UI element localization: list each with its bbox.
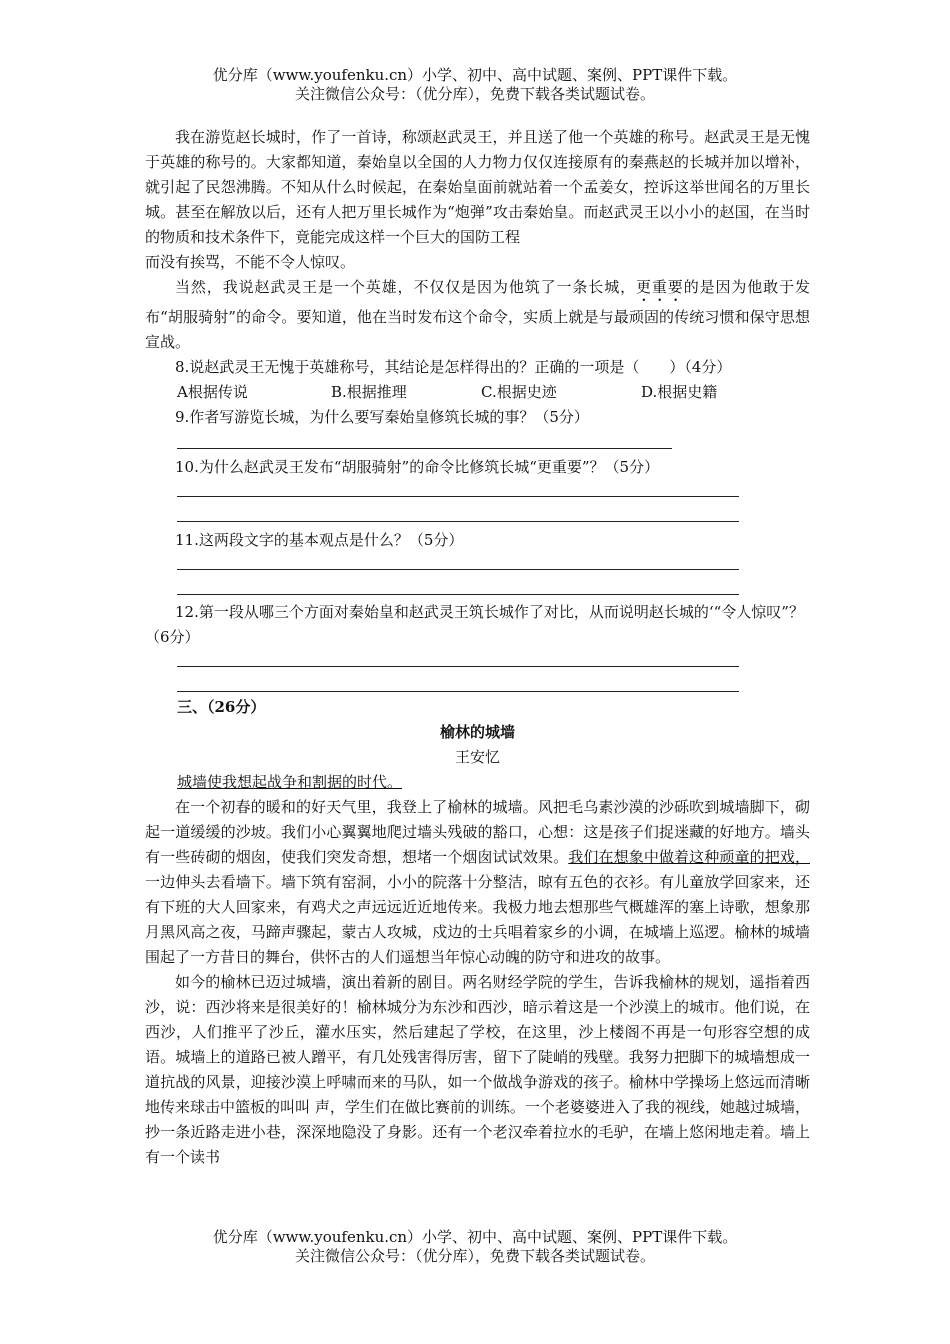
footer-line-2: 关注微信公众号：（优分库），免费下载各类试题试卷。 <box>294 1247 655 1265</box>
p2-after: 的是因为他敢于发布“胡服骑射”的命令。要知道，他在当时发布这个命令，实质上就是与最顽固的传统习惯和保守思想宣战。 <box>145 278 810 351</box>
document-body <box>145 125 810 1170</box>
question-8: 8.说赵武灵王无愧于英雄称号，其结论是怎样得出的？正确的一项是（ ）（4分） <box>175 358 732 376</box>
article-paragraph-1 <box>145 770 810 795</box>
option-b: B.根据推理 <box>331 383 407 401</box>
underlined-sentence-1: 城墙使我想起战争和割据的时代。 <box>177 773 403 791</box>
passage1-paragraph-2 <box>145 275 810 355</box>
page-footer <box>0 1228 950 1266</box>
header-line-2: 关注微信公众号：（优分库），免费下载各类试题试卷。 <box>294 85 655 103</box>
question-11: 11.这两段文字的基本观点是什么？（5分） <box>175 531 464 549</box>
article-author: 王安忆 <box>454 748 500 766</box>
p2-emphasis: 更重要 <box>636 278 684 296</box>
question-8-options <box>145 380 810 405</box>
article-title: 榆林的城墙 <box>439 723 515 741</box>
underlined-sentence-2: 我们在想象中做着这种顽童的把戏， <box>568 848 810 866</box>
option-c: C.根据史迹 <box>481 383 557 401</box>
question-12: 12.第一段从哪三个方面对秦始皇和赵武灵王筑长城作了对比，从而说明赵长城的‘“令人惊叹”？（6分） <box>145 603 804 646</box>
page-header <box>0 66 950 104</box>
p2-before: 当然，我说赵武灵王是一个英雄，不仅仅是因为他筑了一条长城， <box>175 278 636 296</box>
question-9: 9.作者写游览长城，为什么要写秦始皇修筑长城的事？（5分） <box>175 408 589 426</box>
section-3-heading: 三、（26分） <box>177 698 266 716</box>
option-a: A根据传说 <box>177 383 248 401</box>
passage1-paragraph-1-tail: 而没有挨骂，不能不令人惊叹。 <box>145 253 356 271</box>
article-paragraph-2 <box>145 795 810 970</box>
option-d: D.根据史籍 <box>641 383 718 401</box>
article-paragraph-3: 如今的榆林已迈过城墙，演出着新的剧目。两名财经学院的学生，告诉我榆林的规划，遥指着西沙，说：西沙将来是很美好的！榆林城分为东沙和西沙，暗示着这是一个沙漠上的城市。他们说，在西沙，人们推平了沙丘，灌水压实，然后建起了学校，在这里，沙上楼阁不再是一句形容空想的成语。城墙上的道路已被人蹭平，有几处残害得厉害，留下了陡峭的残壁。我努力把脚下的城墙想成一道抗战的风景，迎接沙漠上呼啸而来的马队，如一个做战争游戏的孩子。榆林中学操场上悠远而清晰地传来球击中篮板的叫叫 声，学生们在做比赛前的训练。一个老婆婆进入了我的视线，她越过城墙，抄一条近路走进小巷，深深地隐没了身影。还有一个老汉牵着拉水的毛驴，在墙上悠闲地走着。墙上有一个读书 <box>145 973 810 1166</box>
p2-text-a: 在一个初春的暖和的好天气里，我登上了榆林的城墙。风把毛乌素沙漠的沙砾吹到城墙脚下，砌起一道缓缓的沙坡。我们小心翼翼地爬过墙头残破的豁口，心想：这是孩子们捉迷藏的好地方。墙头有一些砖砌的烟囱，使我们突发奇想，想堵一个烟囱试试效果。 <box>145 798 810 866</box>
header-line-1: 优分库（www.youfenku.cn）小学、初中、高中试题、案例、PPT课件下载。 <box>212 66 738 84</box>
p2-text-b: 一边伸头去看墙下。墙下筑有窑洞，小小的院落十分整洁，晾有五色的衣衫。有儿童放学回家来，还有下班的大人回家来，有鸡犬之声远远近近地传来。我极力地去想那些气概雄浑的塞上诗歌，想象那月黑风高之夜，马蹄声骤起，蒙古人攻城，戍边的士兵唱着家乡的小调，在城墙上巡逻。榆林的城墙围起了一方昔日的舞台，供怀古的人们遥想当年惊心动魄的防守和进攻的故事。 <box>145 873 810 966</box>
passage1-paragraph-1: 我在游览赵长城时，作了一首诗，称颂赵武灵王，并且送了他一个英雄的称号。赵武灵王是无愧于英雄的称号的。大家都知道，秦始皇以全国的人力物力仅仅连接原有的秦燕赵的长城并加以增补，就引起了民怨沸腾。不知从什么时候起，在秦始皇面前就站着一个孟姜女，控诉这举世闻名的万里长城。甚至在解放以后，还有人把万里长城作为“炮弹”攻击秦始皇。而赵武灵王以小小的赵国，在当时的物质和技术条件下，竟能完成这样一个巨大的国防工程 <box>145 128 810 246</box>
footer-line-1: 优分库（www.youfenku.cn）小学、初中、高中试题、案例、PPT课件下载。 <box>212 1228 738 1246</box>
question-10: 10.为什么赵武灵王发布“胡服骑射”的命令比修筑长城“更重要”？（5分） <box>175 458 660 476</box>
